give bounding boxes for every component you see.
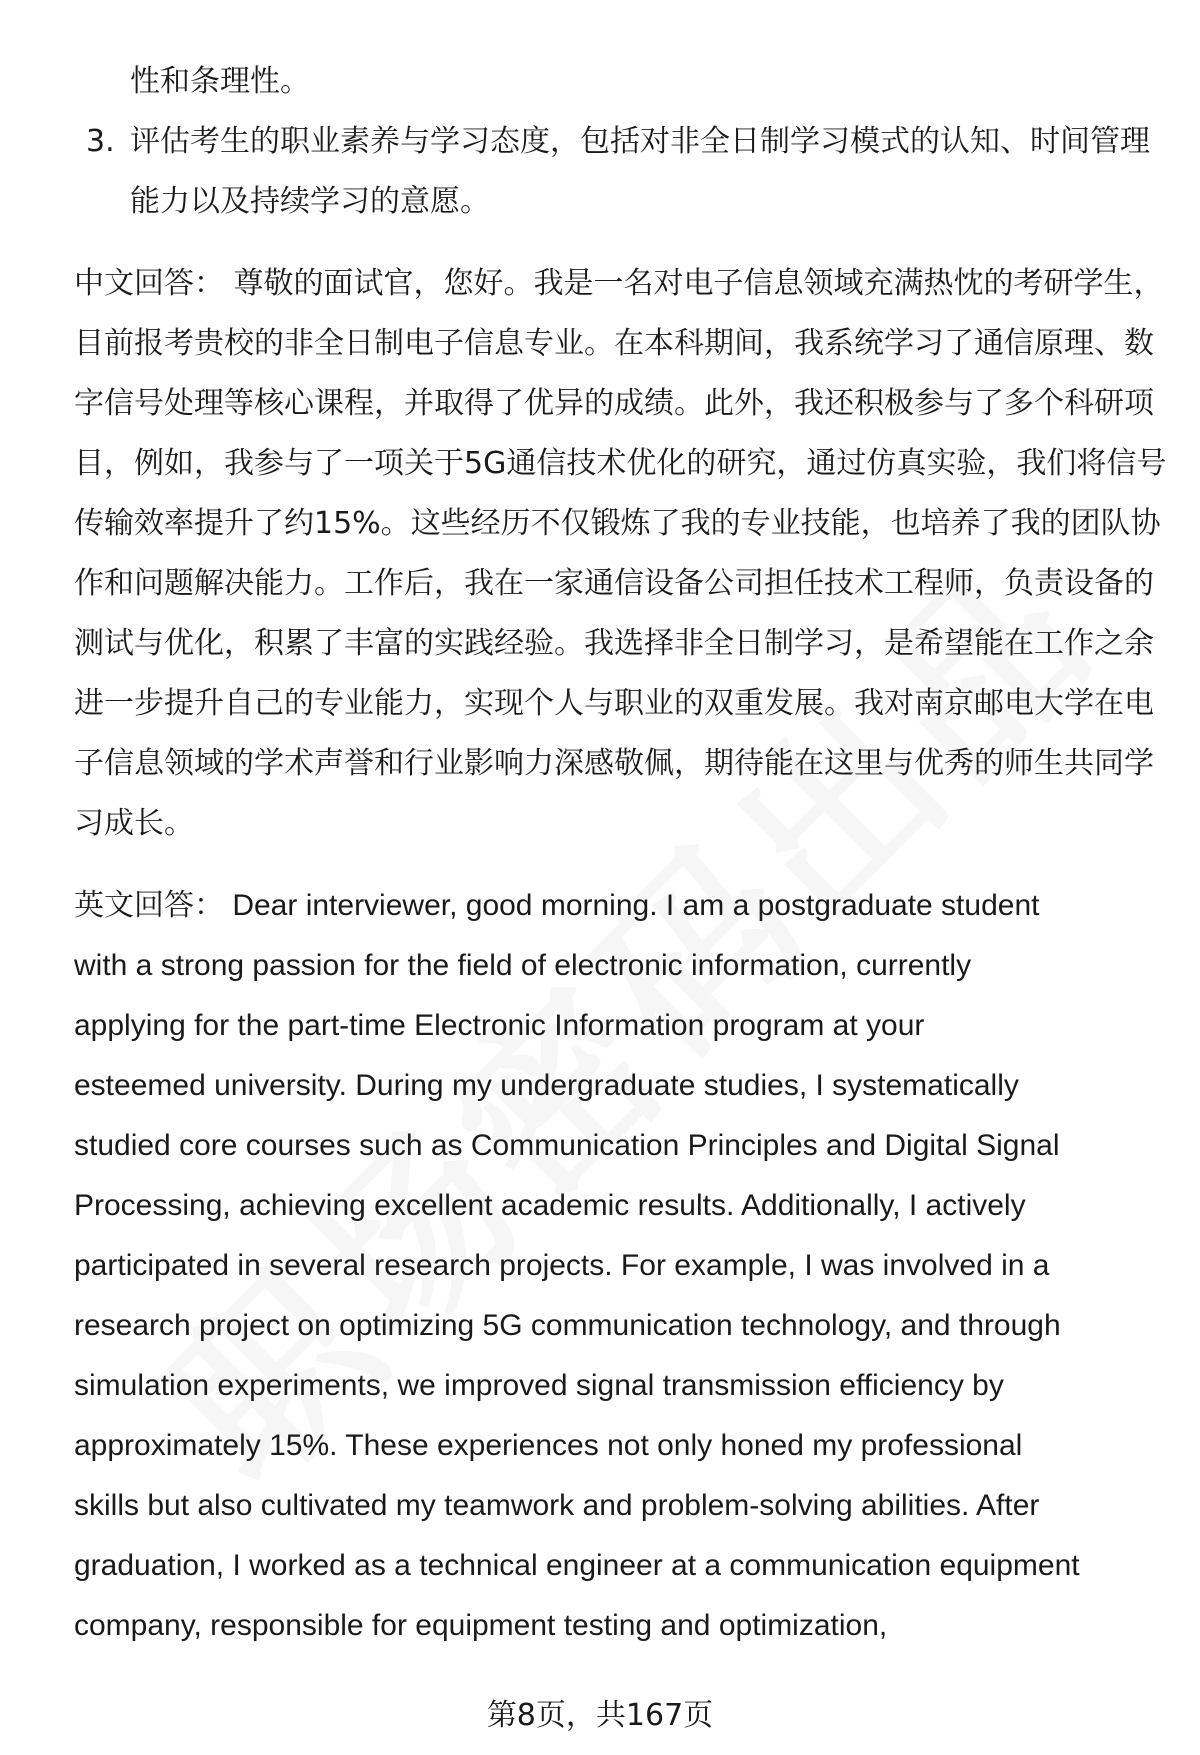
paragraph-line: studied core courses such as Communication Principles and Digital Signal	[74, 1129, 1060, 1162]
paragraph-line: 目，例如，我参与了一项关于5G通信技术优化的研究，通过仿真实验，我们将信号	[74, 446, 1167, 481]
paragraph-line: company, responsible for equipment testing and optimization,	[74, 1609, 888, 1642]
paragraph-line: 目前报考贵校的非全日制电子信息专业。在本科期间，我系统学习了通信原理、数	[74, 326, 1154, 361]
paragraph-line: skills but also cultivated my teamwork and problem-solving abilities. After	[74, 1489, 1040, 1522]
page-content	[74, 52, 1167, 1656]
list-item-text: 评估考生的职业素养与学习态度，包括对非全日制学习模式的认知、时间管理	[130, 124, 1150, 159]
paragraph-line: simulation experiments, we improved signal transmission efficiency by	[74, 1369, 1004, 1402]
paragraph-line: approximately 15%. These experiences not only honed my professional	[74, 1429, 1023, 1462]
paragraph-line: participated in several research projects. For example, I was involved in a	[74, 1249, 1050, 1282]
page-number: 第8页，共167页	[486, 1698, 714, 1733]
list-item-tail: 性和条理性。	[130, 64, 310, 99]
list-number: 3.	[86, 124, 115, 159]
paragraph-line: 子信息领域的学术声誉和行业影响力深感敬佩，期待能在这里与优秀的师生共同学	[74, 746, 1154, 781]
chinese-answer	[74, 254, 1167, 854]
paragraph-line: research project on optimizing 5G communication technology, and through	[74, 1309, 1061, 1342]
paragraph-line: esteemed university. During my undergraduate studies, I systematically	[74, 1069, 1019, 1102]
list-item-text-continued: 能力以及持续学习的意愿。	[130, 184, 490, 219]
paragraph-line: 中文回答： 尊敬的面试官，您好。我是一名对电子信息领域充满热忱的考研学生，	[74, 266, 1164, 301]
paragraph-line: 传输效率提升了约15%。这些经历不仅锻炼了我的专业技能，也培养了我的团队协	[74, 506, 1161, 541]
paragraph-line: with a strong passion for the field of electronic information, currently	[74, 949, 972, 982]
paragraph-line: Processing, achieving excellent academic results. Additionally, I actively	[74, 1189, 1026, 1222]
paragraph-line: 作和问题解决能力。工作后，我在一家通信设备公司担任技术工程师，负责设备的	[74, 566, 1154, 601]
paragraph-line: 英文回答： Dear interviewer, good morning. I am a postgraduate student	[74, 889, 1040, 922]
english-answer	[74, 876, 1154, 1656]
paragraph-line: 进一步提升自己的专业能力，实现个人与职业的双重发展。我对南京邮电大学在电	[74, 686, 1154, 721]
paragraph-line: graduation, I worked as a technical engineer at a communication equipment	[74, 1549, 1080, 1582]
paragraph-line: 字信号处理等核心课程，并取得了优异的成绩。此外，我还积极参与了多个科研项	[74, 386, 1154, 421]
list-item-3	[74, 112, 1154, 172]
paragraph-line: 测试与优化，积累了丰富的实践经验。我选择非全日制学习，是希望能在工作之余	[74, 626, 1154, 661]
paragraph-line: applying for the part-time Electronic Information program at your	[74, 1009, 925, 1042]
paragraph-line: 习成长。	[74, 806, 194, 841]
